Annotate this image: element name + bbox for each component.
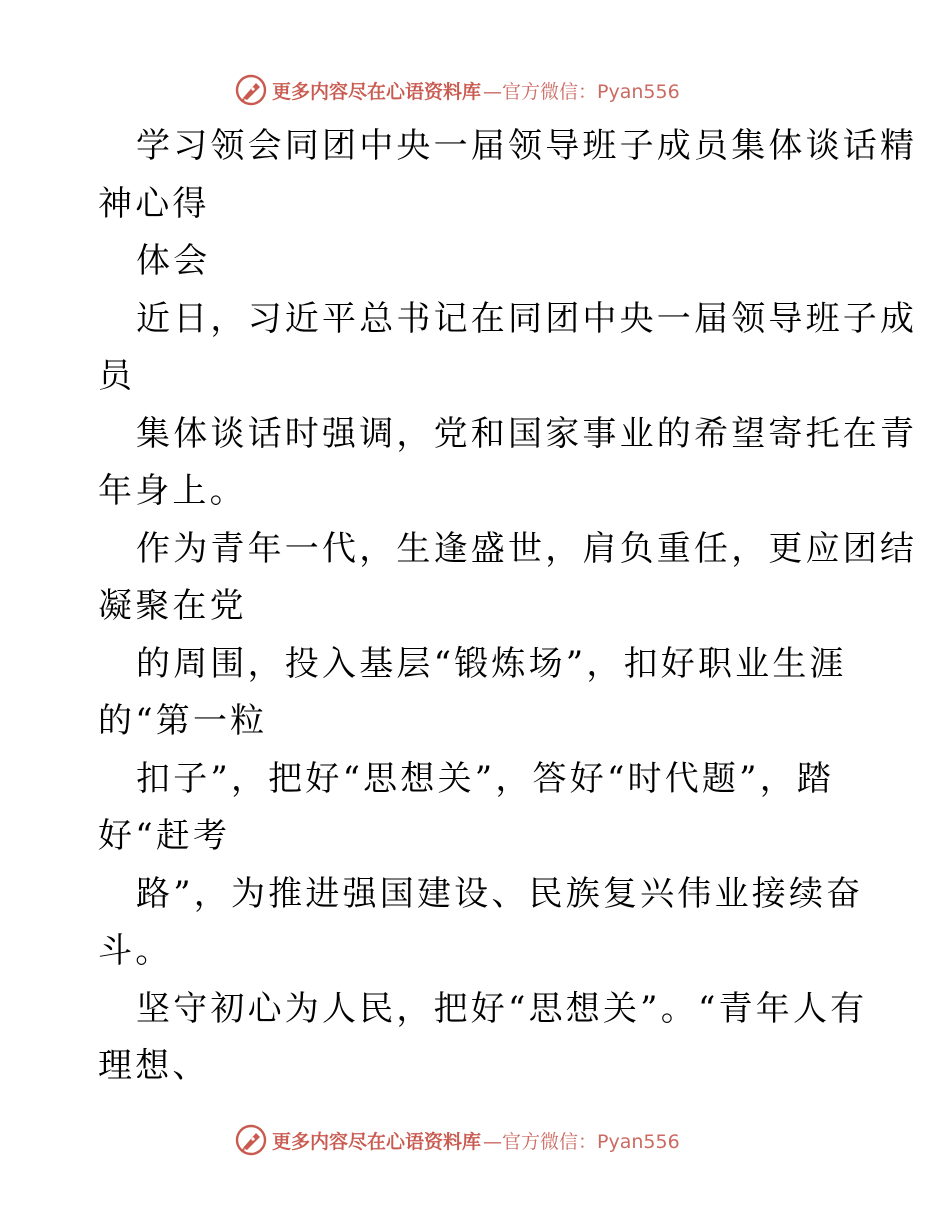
pen-nib-logo-icon (234, 73, 268, 107)
text-line: 好“赶考 (98, 816, 231, 856)
text-line: 集体谈话时强调，党和国家事业的希望寄托在青 (136, 413, 918, 454)
text-line: 的周围，投入基层“锻炼场”，扣好职业生涯 (136, 643, 847, 684)
document-body (98, 118, 918, 1096)
text-line: 近日，习近平总书记在同团中央一届领导班子成 (136, 298, 918, 339)
text-line: 体会 (136, 241, 211, 281)
text-line: 年身上。 (98, 471, 247, 511)
header-watermark-banner (234, 72, 680, 108)
text-line: 凝聚在党 (98, 586, 247, 626)
pen-nib-logo-icon (234, 1123, 268, 1157)
text-line: 作为青年一代，生逢盛世，肩负重任，更应团结 (136, 528, 918, 569)
banner-wechat-text: —官方微信：Pyan556 (483, 80, 680, 103)
text-line: 学习领会同团中央一届领导班子成员集体谈话精 (136, 126, 918, 166)
text-line: 员 (98, 356, 136, 396)
banner-main-text: 更多内容尽在心语资料库 (272, 1130, 482, 1153)
text-line: 坚守初心为人民，把好“思想关”。“青年人有 (136, 988, 868, 1029)
text-line: 扣子”，把好“思想关”，答好“时代题”，踏 (136, 758, 835, 799)
text-line: 的“第一粒 (98, 701, 268, 741)
footer-watermark-banner (234, 1122, 680, 1158)
text-line: 理想、 (98, 1046, 210, 1086)
text-line: 斗。 (98, 931, 173, 971)
banner-main-text: 更多内容尽在心语资料库 (272, 80, 482, 103)
text-line: 神心得 (98, 183, 210, 224)
banner-wechat-text: —官方微信：Pyan556 (483, 1130, 680, 1153)
text-line: 路”，为推进强国建设、民族复兴伟业接续奋 (136, 873, 864, 914)
